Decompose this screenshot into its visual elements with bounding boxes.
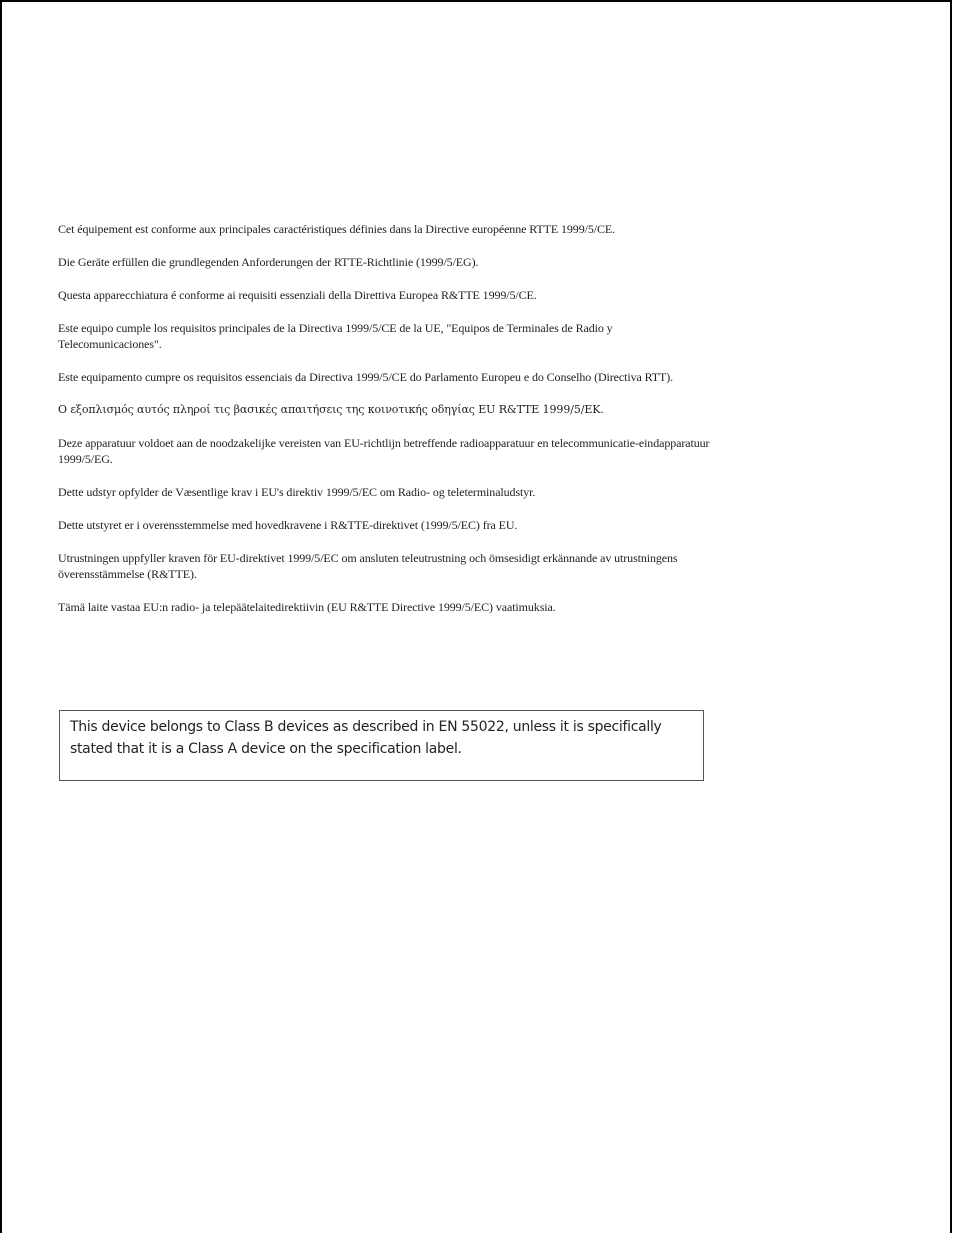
declaration-french: Cet équipement est conforme aux principales caractéristiques définies dans la Directive européenne RTTE 1999/5/CE. bbox=[58, 222, 616, 236]
declaration-german: Die Geräte erfüllen die grundlegenden Anforderungen der RTTE-Richtlinie (1999/5/EG). bbox=[58, 255, 479, 269]
class-b-notice-text: This device belongs to Class B devices as described in EN 55022, unless it is specifically stated that it is a Class A device on the specification label. bbox=[70, 719, 662, 757]
declaration-dutch: Deze apparatuur voldoet aan de noodzakelijke vereisten van EU-richtlijn betreffende radioapparatuur en telecommunicatie-eindapparatuur 1999/5/EG. bbox=[58, 436, 710, 466]
declaration-portuguese: Este equipamento cumpre os requisitos essenciais da Directiva 1999/5/CE do Parlamento Europeu e do Conselho (Directiva RTT). bbox=[58, 370, 674, 384]
declaration-norwegian: Dette utstyret er i overensstemmelse med hovedkravene i R&TTE-direktivet (1999/5/EC) fra EU. bbox=[58, 518, 518, 532]
declaration-italian: Questa apparecchiatura é conforme ai requisiti essenziali della Direttiva Europea R&TTE 1999/5/CE. bbox=[58, 288, 537, 302]
declaration-swedish: Utrustningen uppfyller kraven för EU-direktivet 1999/5/EC om ansluten teleutrustning och ömsesidigt erkännande av utrustningens överensstämmelse (R&TTE). bbox=[58, 551, 678, 581]
declaration-finnish: Tämä laite vastaa EU:n radio- ja telepäätelaitedirektiivin (EU R&TTE Directive 1999/5/EC) vaatimuksia. bbox=[58, 600, 556, 614]
class-b-notice-box bbox=[59, 710, 704, 781]
declaration-spanish: Este equipo cumple los requisitos principales de la Directiva 1999/5/CE de la UE, "Equipos de Terminales de Radio y Telecomunicaciones". bbox=[58, 321, 613, 351]
declaration-danish: Dette udstyr opfylder de Væsentlige krav i EU's direktiv 1999/5/EC om Radio- og teleterminaludstyr. bbox=[58, 485, 536, 499]
rtte-declarations bbox=[58, 221, 718, 632]
declaration-greek: Ο εξοπλισμός αυτός πληροί τις βασικές απαιτήσεις της κοινοτικής οδηγίας EU R&TTE 1999/5/EK. bbox=[58, 403, 604, 416]
